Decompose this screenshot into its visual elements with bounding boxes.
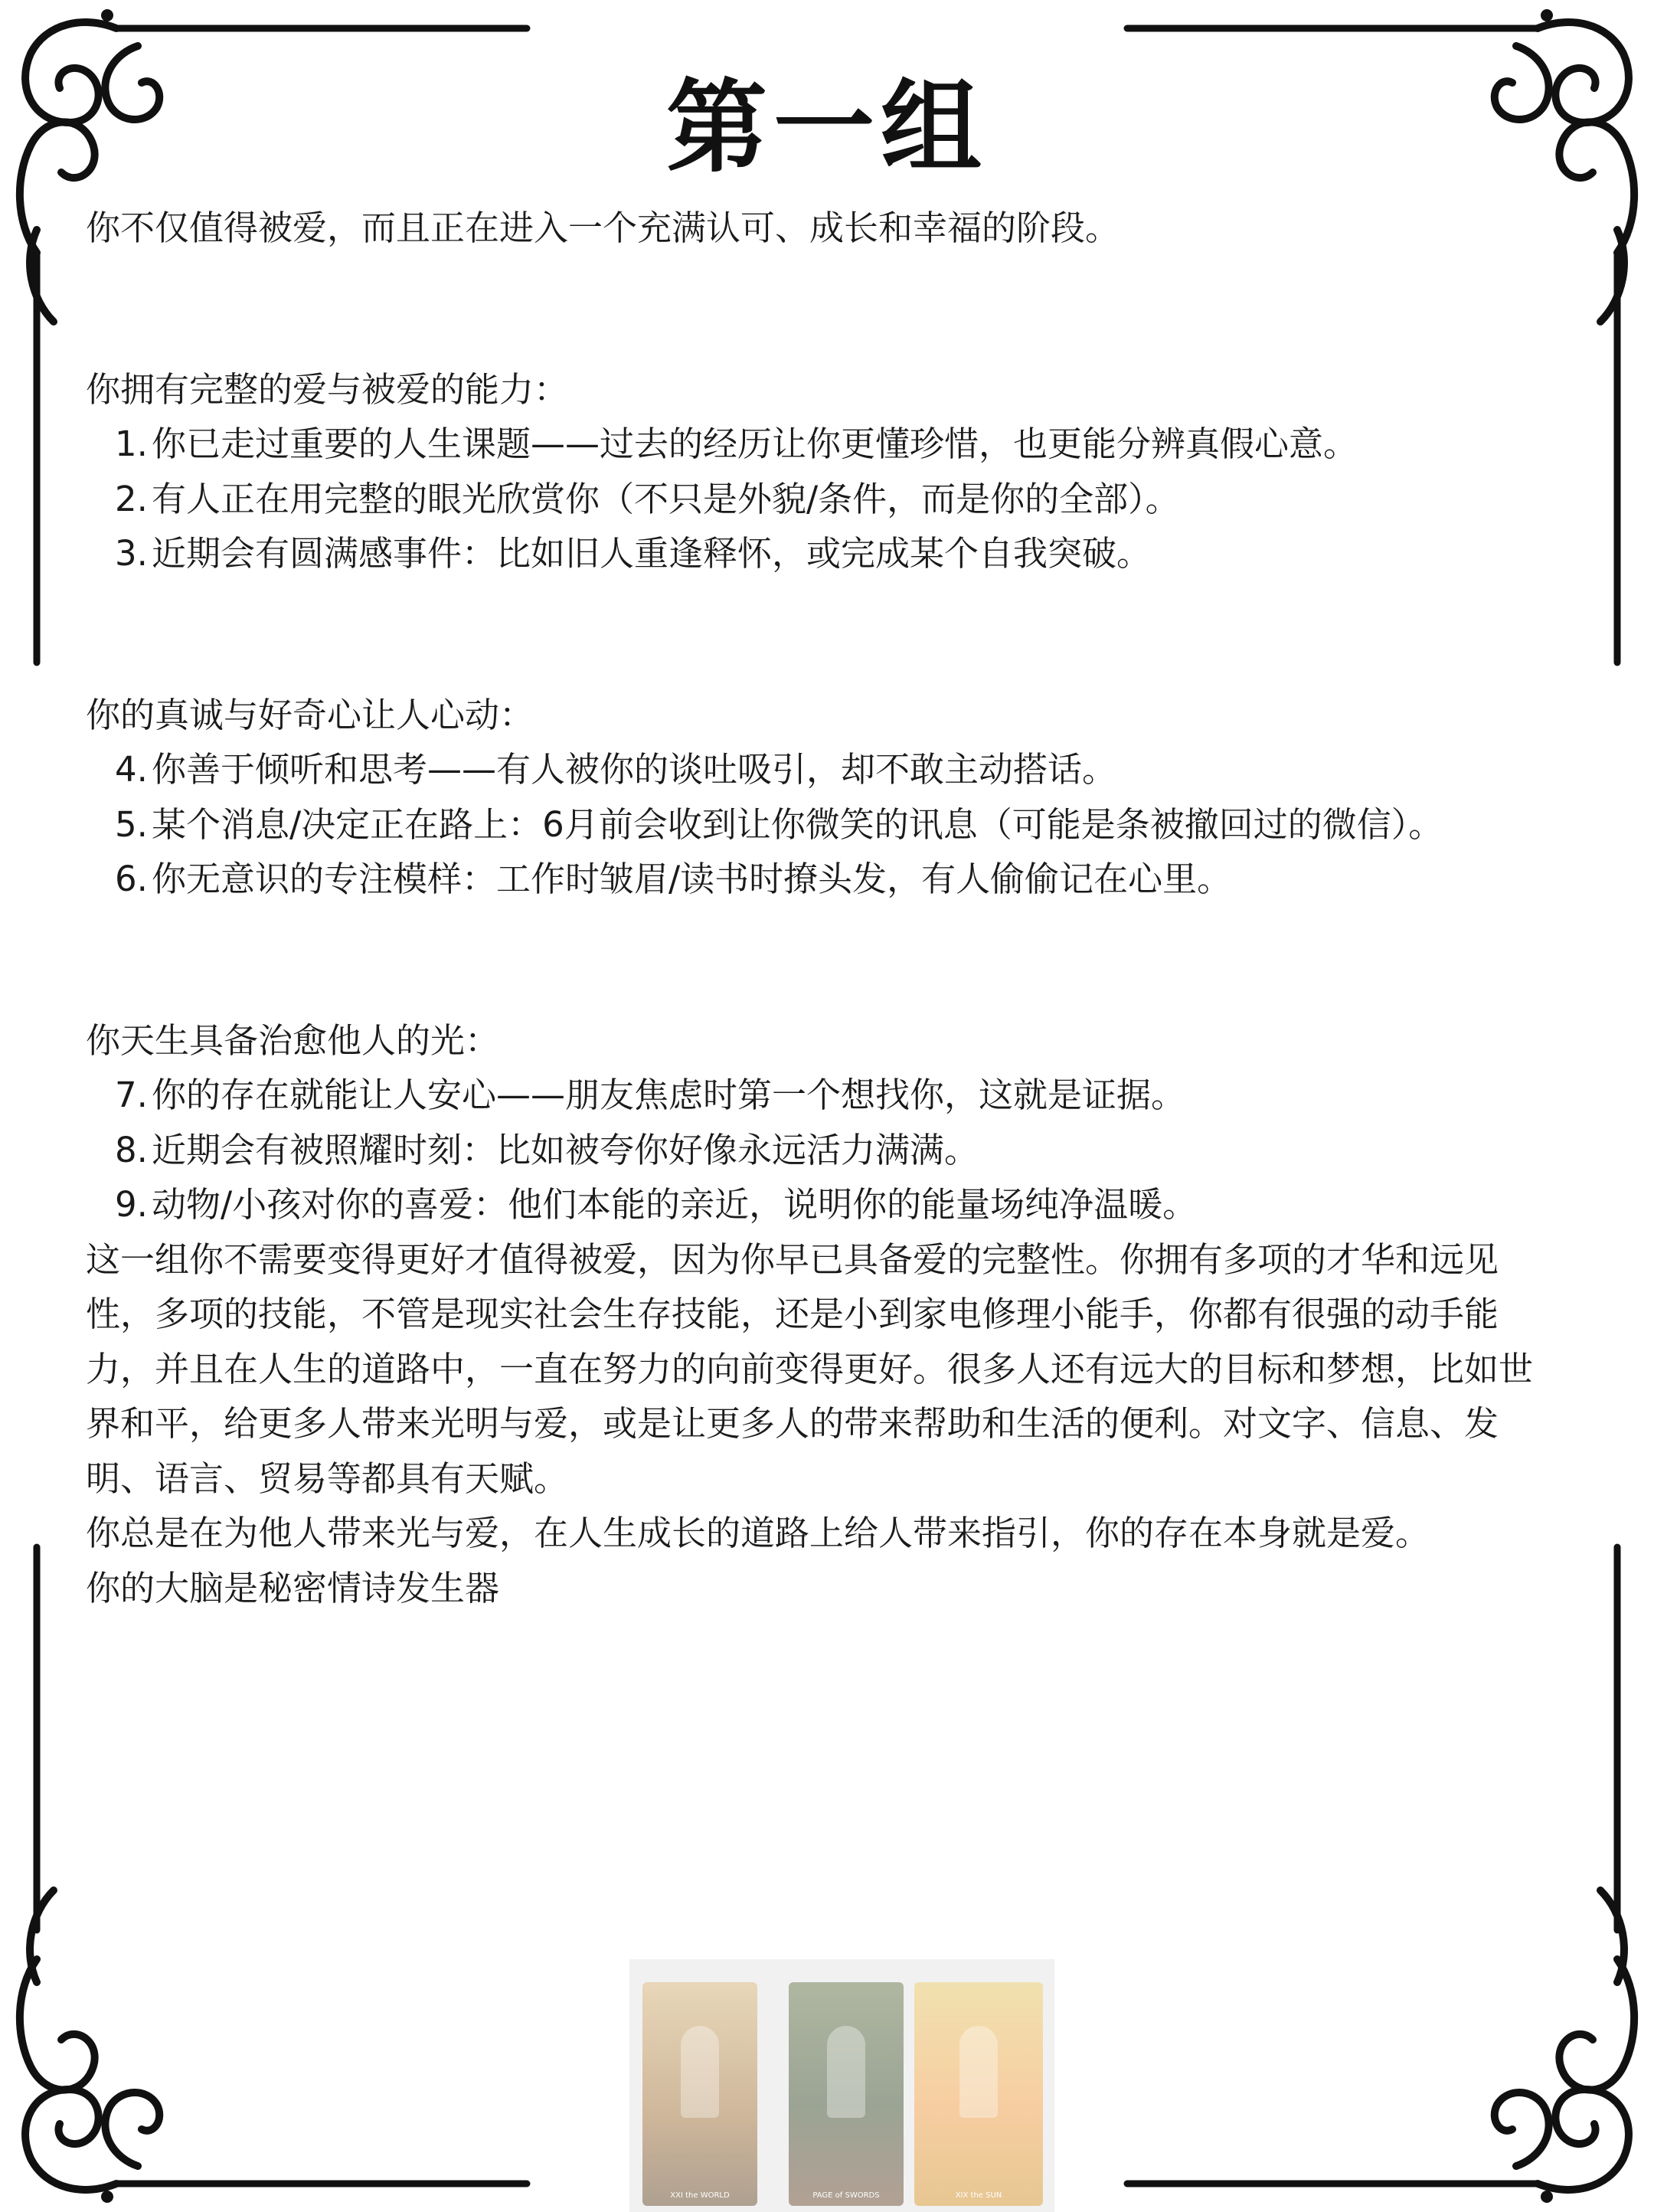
item-number: 4.	[115, 749, 148, 790]
item-text: 某个消息/决定正在路上：6月前会收到让你微笑的讯息（可能是条被撤回过的微信）。	[152, 803, 1443, 845]
list-item	[86, 417, 1541, 472]
sun-card-figure-icon	[959, 2026, 998, 2118]
list-item	[86, 472, 1541, 527]
tagline: 你的大脑是秘密情诗发生器	[86, 1567, 500, 1608]
item-text: 动物/小孩对你的喜爱：他们本能的亲近，说明你的能量场纯净温暖。	[152, 1184, 1198, 1225]
item-text: 有人正在用完整的眼光欣赏你（不只是外貌/条件，而是你的全部）。	[152, 478, 1180, 519]
page-of-swords-figure-icon	[827, 2026, 865, 2118]
list-item	[86, 526, 1541, 581]
page-title: 第一组	[666, 69, 988, 187]
numbered-list	[86, 417, 1541, 581]
list-item	[86, 797, 1541, 852]
reading-content	[86, 201, 1541, 1615]
section-heading: 你的真诚与好奇心让人心动：	[86, 694, 534, 735]
section-heading: 你天生具备治愈他人的光：	[86, 1019, 500, 1061]
item-text: 近期会有被照耀时刻：比如被夸你好像永远活力满满。	[152, 1129, 979, 1170]
item-number: 5.	[115, 803, 148, 845]
tarot-cards-photo	[629, 1959, 1054, 2212]
summary-paragraph: 这一组你不需要变得更好才值得被爱，因为你早已具备爱的完整性。你拥有多项的才华和远见性，多项的技能，不管是现实社会生存技能，还是小到家电修理小能手，你都有很强的动手能力，并且在人生的道路中，一直在努力的向前变得更好。很多人还有远大的目标和梦想，比如世界和平，给更多人带来光明与爱，或是让更多人的带来帮助和生活的便利。对文字、信息、发明、语言、贸易等都具有天赋。	[86, 1239, 1534, 1499]
item-text: 你无意识的专注模样：工作时皱眉/读书时撩头发，有人偷偷记在心里。	[152, 859, 1232, 899]
list-item	[86, 1177, 1541, 1232]
numbered-list	[86, 1068, 1541, 1232]
item-text: 你的存在就能让人安心——朋友焦虑时第一个想找你，这就是证据。	[152, 1075, 1186, 1115]
item-text: 你已走过重要的人生课题——过去的经历让你更懂珍惜，也更能分辨真假心意。	[152, 424, 1358, 464]
list-item	[86, 1068, 1541, 1123]
item-number: 3.	[115, 533, 148, 574]
section-sincerity	[86, 688, 1541, 907]
list-item	[86, 742, 1541, 797]
section-heading: 你拥有完整的爱与被爱的能力：	[86, 368, 569, 410]
item-number: 1.	[115, 424, 148, 464]
card-label: XIX the SUN	[955, 2191, 1002, 2200]
intro-paragraph: 你不仅值得被爱，而且正在进入一个充满认可、成长和幸福的阶段。	[86, 208, 1120, 248]
closing-paragraph: 你总是在为他人带来光与爱，在人生成长的道路上给人带来指引，你的存在本身就是爱。	[86, 1513, 1430, 1553]
world-card-figure-icon	[681, 2026, 719, 2118]
item-number: 8.	[115, 1129, 148, 1170]
section-love-ability	[86, 362, 1541, 581]
card-label: PAGE of SWORDS	[812, 2191, 880, 2200]
list-item	[86, 1123, 1541, 1178]
section-healing-light	[86, 1013, 1541, 1232]
card-label: XXI the WORLD	[670, 2191, 730, 2200]
corner-flourish-bottom-left	[20, 1890, 159, 2203]
item-number: 6.	[115, 859, 148, 899]
corner-flourish-bottom-right	[1495, 1890, 1634, 2203]
item-text: 你善于倾听和思考——有人被你的谈吐吸引，却不敢主动搭话。	[152, 749, 1117, 790]
tarot-card-sun	[914, 1982, 1043, 2206]
item-number: 9.	[115, 1184, 148, 1225]
item-text: 近期会有圆满感事件：比如旧人重逢释怀，或完成某个自我突破。	[152, 533, 1152, 574]
item-number: 7.	[115, 1075, 148, 1115]
tarot-card-page-of-swords	[789, 1982, 904, 2206]
numbered-list	[86, 742, 1541, 907]
list-item	[86, 852, 1541, 907]
item-number: 2.	[115, 478, 148, 519]
tarot-card-world	[642, 1982, 757, 2206]
